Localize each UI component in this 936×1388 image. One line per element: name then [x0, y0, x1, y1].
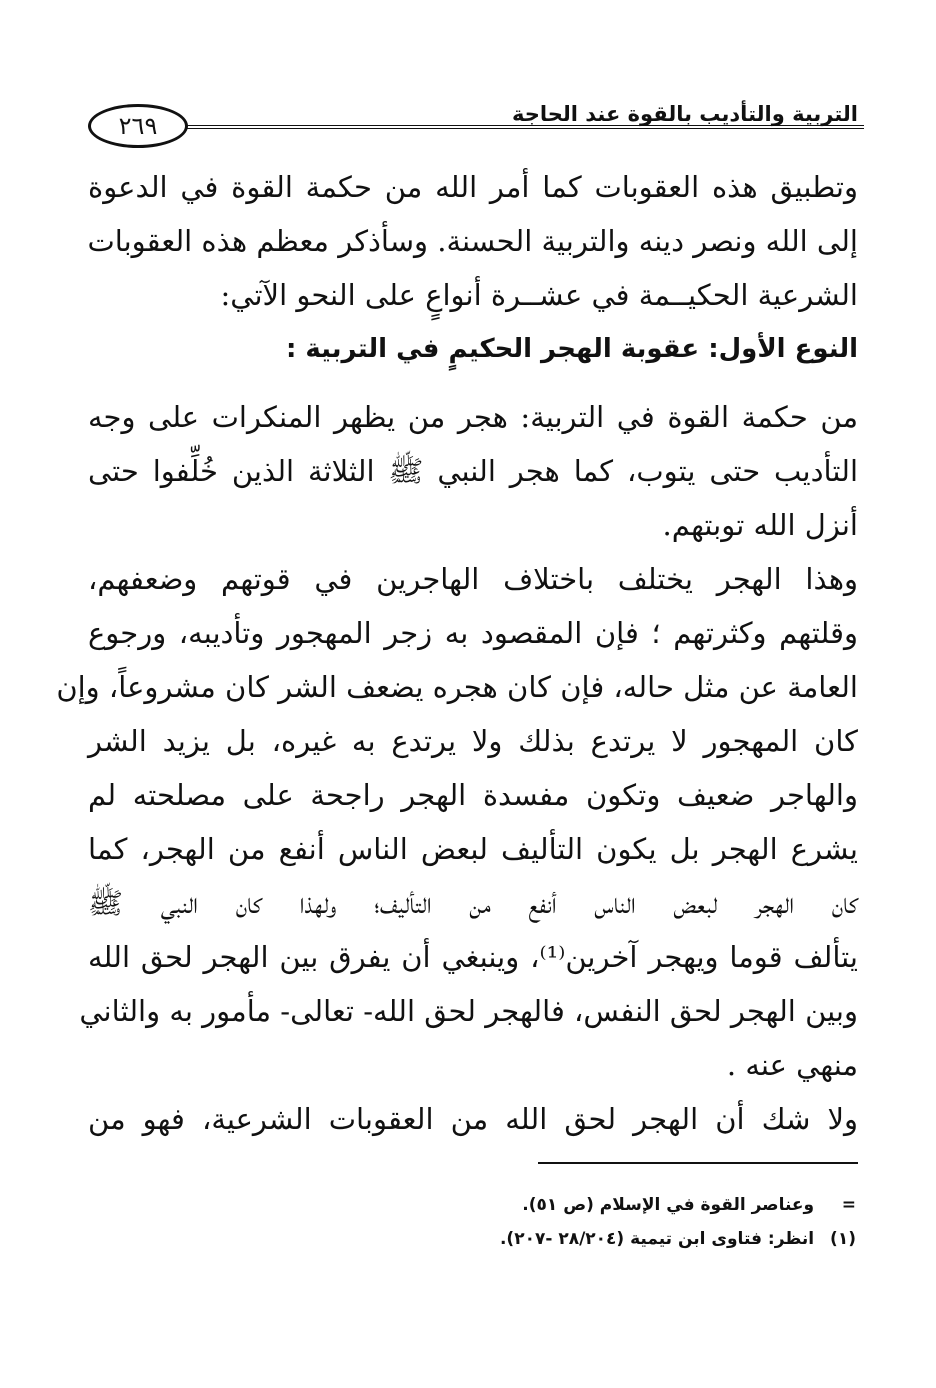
text-line: وهذا الهجر يختلف باختلاف الهاجرين في قوتهم وضعفهم، [88, 562, 858, 596]
footnote-text: وعناصر القوة في الإسلام (ص ٥١). [522, 1195, 815, 1215]
text-line: منهي عنه . [726, 1048, 858, 1082]
text-line: يشرع الهجر بل يكون التأليف لبعض الناس أنفع من الهجر، كما [88, 832, 858, 866]
text-line: وبين الهجر لحق النفس، فالهجر لحق الله- تعالى- مأمور به والثاني [79, 994, 858, 1028]
footnote-continuation [156, 1188, 856, 1222]
text-line: والهاجر ضعيف وتكون مفسدة الهجر راجحة على مصلحته لم [88, 778, 858, 812]
paragraph-gap [88, 376, 858, 390]
text-line: يتألف قوما ويهجر آخرين⁽¹⁾، وينبغي أن يفرق بين الهجر لحق الله [88, 940, 858, 974]
text-line: التأديب حتى يتوب، كما هجر النبي ﷺ الثلاثة الذين خُلِّفوا حتى [88, 454, 858, 488]
footnote-separator [538, 1162, 858, 1164]
footnote-text: انظر: فتاوى ابن تيمية (٢٨/٢٠٤ -٢٠٧). [499, 1229, 815, 1249]
header-rule [180, 125, 864, 129]
text-line: وقلتهم وكثرتهم ؛ فإن المقصود به زجر المهجور وتأديبه، ورجوع [88, 616, 858, 650]
running-title: التربية والتأديب بالقوة عند الحاجة [512, 102, 858, 126]
footnotes [156, 1188, 856, 1256]
text-line: إلى الله ونصر دينه والتربية الحسنة. وسأذكر معظم هذه العقوبات [87, 224, 858, 258]
footnote-marker: (١) [830, 1229, 856, 1249]
text-line: ولا شك أن الهجر لحق الله من العقوبات الشرعية، فهو من [88, 1102, 858, 1136]
body-text [56, 160, 858, 1146]
footnote-1 [156, 1222, 856, 1256]
text-line: كان المهجور لا يرتدع بذلك ولا يرتدع به غيره، بل يزيد الشر [88, 724, 858, 758]
text-line: كان الهجر لبعض الناس أنفع من التأليف؛ ولهذا كان النبي ﷺ [88, 886, 858, 920]
footnote-marker: = [841, 1195, 856, 1215]
text-line: وتطبيق هذه العقوبات كما أمر الله من حكمة القوة في الدعوة [88, 170, 858, 204]
text-line: الشرعية الحكيــمة في عشــرة أنواعٍ على النحو الآتي: [220, 278, 858, 312]
page-number: ٢٦٩ [118, 112, 158, 140]
text-line: العامة عن مثل حاله، فإن كان هجره يضعف الشر كان مشروعاً، وإن [56, 670, 858, 704]
text-line: من حكمة القوة في التربية: هجر من يظهر المنكرات على وجه [88, 400, 858, 434]
section-heading: النوع الأول: عقوبة الهجر الحكيمٍ في التربية : [285, 334, 858, 364]
text-line: أنزل الله توبتهم. [662, 508, 858, 542]
